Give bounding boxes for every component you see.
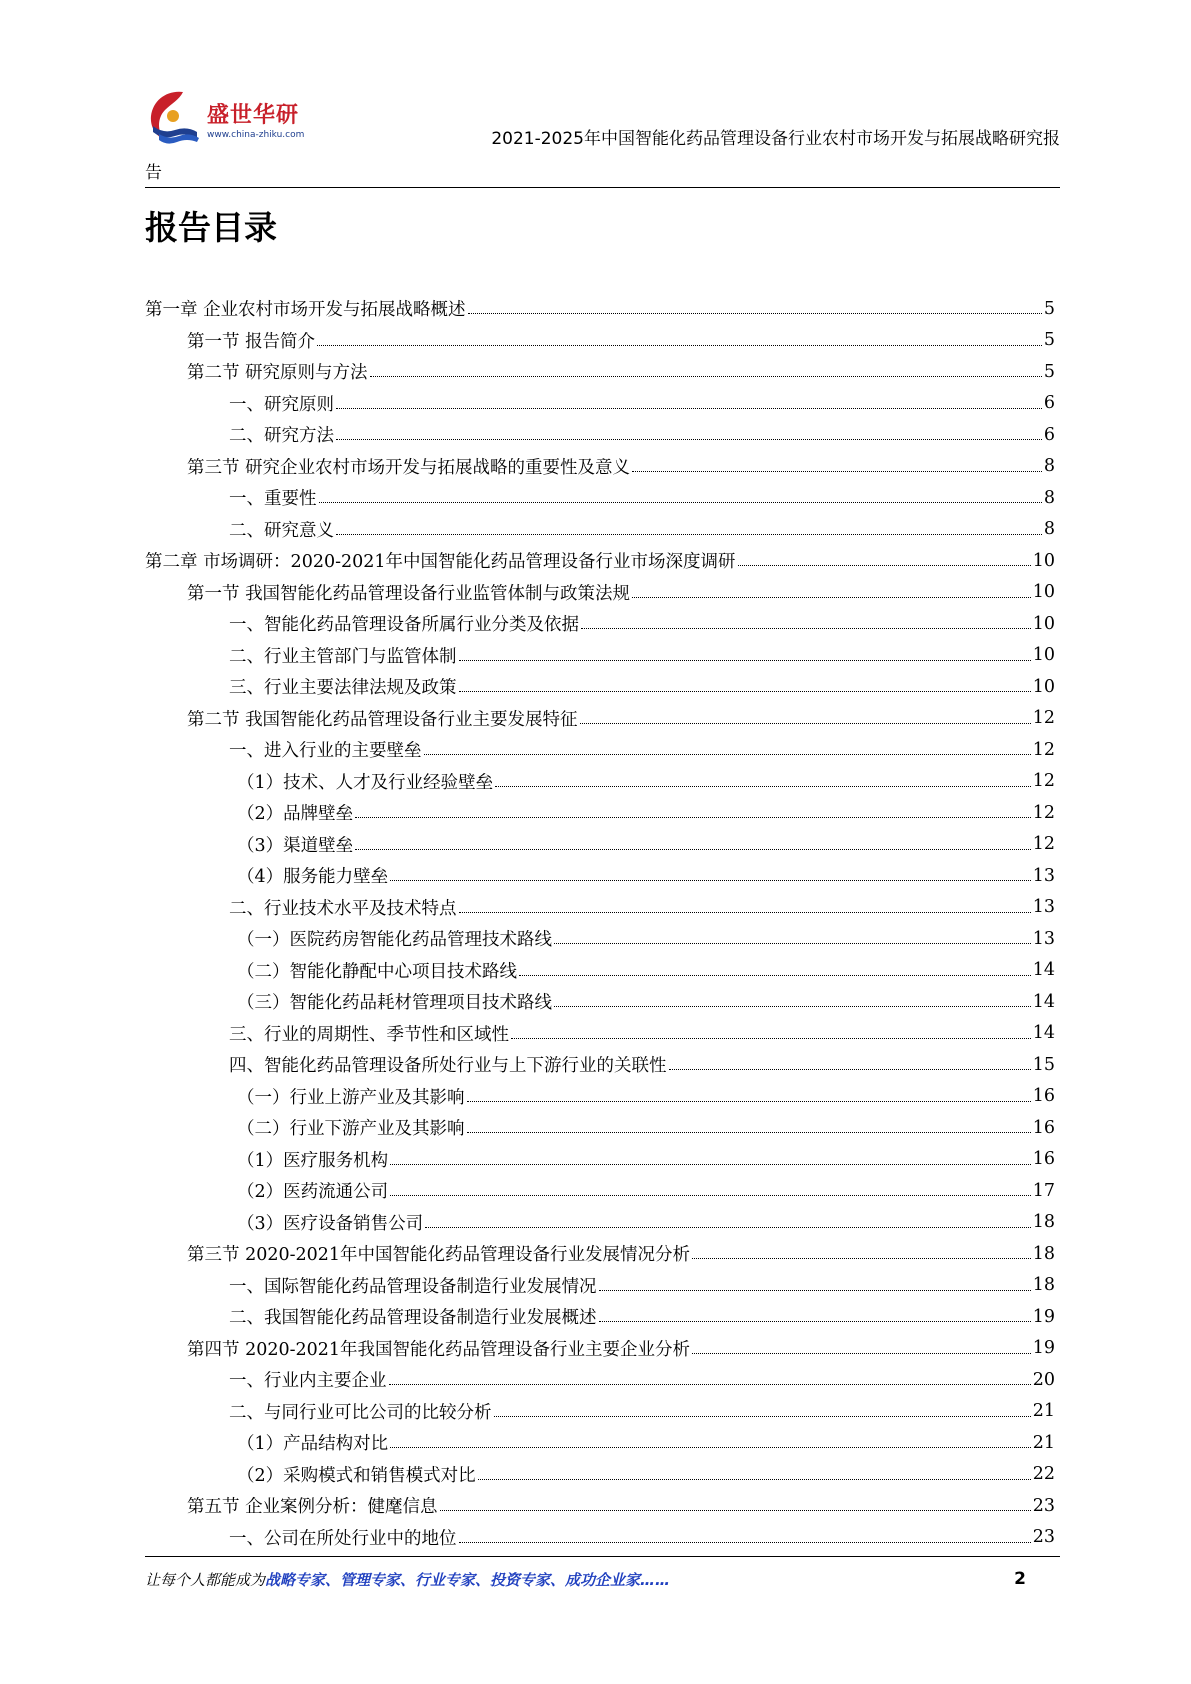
toc-entry[interactable] [145,1049,1055,1081]
page-number: 2 [1014,1569,1026,1589]
toc-entry-page: 21 [1032,1401,1055,1422]
toc-entry-title: 一、重要性 [229,489,317,510]
toc-entry[interactable] [145,734,1055,766]
toc-entry[interactable] [145,577,1055,609]
toc-entry[interactable] [145,860,1055,892]
toc-entry-title: （2）采购模式和销售模式对比 [237,1465,476,1486]
toc-entry[interactable] [145,545,1055,577]
company-logo [145,84,325,154]
toc-entry-page: 8 [1043,487,1055,508]
toc-entry-title: 三、行业主要法律法规及政策 [229,678,457,699]
toc-entry-title: 四、智能化药品管理设备所处行业与上下游行业的关联性 [229,1056,667,1077]
report-title-line1: 2021-2025年中国智能化药品管理设备行业农村市场开发与拓展战略研究报 [491,129,1060,149]
toc-entry-title: 第五节 企业案例分析：健麾信息 [187,1497,438,1518]
toc-entry-title: 一、公司在所处行业中的地位 [229,1528,457,1549]
toc-leader-dots [554,1006,1031,1007]
toc-leader-dots [554,943,1031,944]
toc-entry-page: 23 [1032,1527,1055,1548]
toc-entry-title: （1）医疗服务机构 [237,1150,389,1171]
toc-entry-title: 二、行业主管部门与监管体制 [229,646,457,667]
toc-entry-title: （1）技术、人才及行业经验壁垒 [237,772,494,793]
toc-leader-dots [390,1447,1031,1448]
toc-leader-dots [317,345,1042,346]
toc-entry-page: 18 [1032,1212,1055,1233]
toc-entry-title: （2）医药流通公司 [237,1182,389,1203]
toc-entry-page: 21 [1032,1432,1055,1453]
toc-leader-dots [390,1164,1031,1165]
toc-entry-page: 5 [1043,361,1055,382]
footer-slogan-prefix: 让每个人都能成为 [145,1571,266,1589]
toc-leader-dots [495,786,1031,787]
toc-entry-title: 一、行业内主要企业 [229,1371,387,1392]
toc-entry-title: 第三节 研究企业农村市场开发与拓展战略的重要性及意义 [187,457,631,478]
toc-entry[interactable] [145,419,1055,451]
toc-entry-title: 二、与同行业可比公司的比较分析 [229,1402,492,1423]
toc-leader-dots [692,1353,1031,1354]
toc-entry-title: （3）医疗设备销售公司 [237,1213,424,1234]
toc-leader-dots [511,1038,1031,1039]
toc-entry-title: 一、研究原则 [229,394,334,415]
toc-entry-page: 18 [1032,1275,1055,1296]
toc-entry-page: 8 [1043,519,1055,540]
toc-leader-dots [459,912,1031,913]
toc-entry-page: 14 [1032,960,1055,981]
toc-entry[interactable] [145,923,1055,955]
toc-entry-page: 12 [1032,771,1055,792]
toc-leader-dots [389,1384,1031,1385]
toc-entry-page: 5 [1043,330,1055,351]
toc-entry-page: 10 [1032,676,1055,697]
toc-entry-title: 第二节 我国智能化药品管理设备行业主要发展特征 [187,709,578,730]
toc-leader-dots [336,534,1042,535]
header-divider [145,187,1060,188]
toc-entry[interactable] [145,1238,1055,1270]
toc-leader-dots [370,376,1042,377]
toc-entry[interactable] [145,1364,1055,1396]
toc-entry[interactable] [145,293,1055,325]
toc-entry[interactable] [145,640,1055,672]
toc-entry[interactable] [145,608,1055,640]
toc-entry-title: 二、研究方法 [229,426,334,447]
toc-entry[interactable] [145,797,1055,829]
toc-entry-page: 14 [1032,991,1055,1012]
toc-leader-dots [390,880,1031,881]
toc-entry-title: （二）行业下游产业及其影响 [237,1119,465,1140]
toc-entry-title: 第一章 企业农村市场开发与拓展战略概述 [145,300,466,321]
toc-leader-dots [336,439,1042,440]
toc-entry[interactable] [145,1144,1055,1176]
logo-text: 盛世华研 [207,103,300,128]
toc-leader-dots [459,660,1031,661]
toc-entry-page: 12 [1032,708,1055,729]
toc-leader-dots [467,1101,1031,1102]
toc-entry-title: （4）服务能力壁垒 [237,867,389,888]
toc-leader-dots [425,1227,1031,1228]
toc-entry[interactable] [145,829,1055,861]
toc-entry-page: 13 [1032,865,1055,886]
toc-entry[interactable] [145,955,1055,987]
toc-entry[interactable] [145,1301,1055,1333]
toc-entry-title: 第三节 2020-2021年中国智能化药品管理设备行业发展情况分析 [187,1245,691,1266]
toc-entry-page: 12 [1032,802,1055,823]
toc-entry[interactable] [145,1018,1055,1050]
toc-entry[interactable] [145,1081,1055,1113]
toc-entry-page: 16 [1032,1086,1055,1107]
toc-entry-title: 第四节 2020-2021年我国智能化药品管理设备行业主要企业分析 [187,1339,691,1360]
toc-entry-page: 13 [1032,897,1055,918]
toc-entry-title: 第一节 我国智能化药品管理设备行业监管体制与政策法规 [187,583,631,604]
toc-entry-page: 10 [1032,550,1055,571]
toc-entry[interactable] [145,1459,1055,1491]
toc-entry-page: 22 [1032,1464,1055,1485]
toc-leader-dots [632,597,1031,598]
toc-entry-page: 10 [1032,613,1055,634]
toc-entry-page: 8 [1043,456,1055,477]
toc-leader-dots [632,471,1042,472]
toc-entry[interactable] [145,1207,1055,1239]
toc-entry[interactable] [145,451,1055,483]
toc-leader-dots [478,1479,1031,1480]
logo-mark-icon [145,86,205,148]
toc-entry-page: 18 [1032,1243,1055,1264]
toc-entry-page: 17 [1032,1180,1055,1201]
toc-entry-page: 16 [1032,1117,1055,1138]
footer-slogan-highlight: 战略专家、管理专家、行业专家、投资专家、成功企业家…… [265,1571,671,1589]
toc-leader-dots [738,565,1031,566]
toc-leader-dots [467,1132,1031,1133]
page-footer [145,1569,1060,1595]
toc-leader-dots [355,817,1031,818]
toc-leader-dots [669,1069,1031,1070]
toc-leader-dots [519,975,1031,976]
toc-entry[interactable] [145,1333,1055,1365]
toc-entry-page: 12 [1032,834,1055,855]
toc-entry[interactable] [145,1112,1055,1144]
toc-entry[interactable] [145,1522,1055,1554]
toc-entry-title: 二、研究意义 [229,520,334,541]
toc-entry-page: 13 [1032,928,1055,949]
toc-entry-title: 二、行业技术水平及技术特点 [229,898,457,919]
toc-entry[interactable] [145,703,1055,735]
toc-entry-title: 一、智能化药品管理设备所属行业分类及依据 [229,615,579,636]
toc-leader-dots [355,849,1031,850]
toc-leader-dots [599,1321,1031,1322]
toc-entry[interactable] [145,766,1055,798]
toc-entry-title: 一、国际智能化药品管理设备制造行业发展情况 [229,1276,597,1297]
logo-url: www.china-zhiku.com [207,130,305,140]
toc-entry[interactable] [145,986,1055,1018]
toc-entry-page: 5 [1043,298,1055,319]
toc-leader-dots [692,1258,1031,1259]
toc-entry[interactable] [145,1427,1055,1459]
toc-leader-dots [581,628,1031,629]
page-title: 报告目录 [145,208,277,247]
toc-entry-page: 15 [1032,1054,1055,1075]
toc-leader-dots [319,502,1042,503]
toc-entry-title: 第二章 市场调研：2020-2021年中国智能化药品管理设备行业市场深度调研 [145,552,736,573]
toc-entry-title: （一）医院药房智能化药品管理技术路线 [237,930,552,951]
toc-entry[interactable] [145,325,1055,357]
toc-leader-dots [336,408,1042,409]
toc-entry-page: 19 [1032,1306,1055,1327]
toc-leader-dots [459,691,1031,692]
toc-entry-page: 10 [1032,645,1055,666]
toc-entry-title: （一）行业上游产业及其影响 [237,1087,465,1108]
toc-entry[interactable] [145,356,1055,388]
toc-entry-title: 第二节 研究原则与方法 [187,363,368,384]
page-header [145,84,1060,192]
toc-entry[interactable] [145,482,1055,514]
toc-entry-page: 20 [1032,1369,1055,1390]
toc-entry-title: 三、行业的周期性、季节性和区域性 [229,1024,509,1045]
toc-entry-title: （二）智能化静配中心项目技术路线 [237,961,517,982]
footer-divider [145,1556,1060,1557]
table-of-contents [145,293,1055,1553]
toc-leader-dots [599,1290,1031,1291]
toc-leader-dots [424,754,1031,755]
toc-entry[interactable] [145,671,1055,703]
toc-entry-title: 第一节 报告简介 [187,331,316,352]
toc-leader-dots [468,313,1042,314]
toc-entry-title: 一、进入行业的主要壁垒 [229,741,422,762]
toc-entry-page: 12 [1032,739,1055,760]
toc-entry-title: （2）品牌壁垒 [237,804,354,825]
toc-entry-page: 23 [1032,1495,1055,1516]
toc-entry-page: 16 [1032,1149,1055,1170]
toc-leader-dots [459,1542,1031,1543]
toc-entry-title: （三）智能化药品耗材管理项目技术路线 [237,993,552,1014]
toc-entry[interactable] [145,1490,1055,1522]
toc-entry[interactable] [145,1270,1055,1302]
toc-entry-page: 14 [1032,1023,1055,1044]
toc-leader-dots [494,1416,1031,1417]
toc-entry-title: 二、我国智能化药品管理设备制造行业发展概述 [229,1308,597,1329]
toc-entry-page: 6 [1043,393,1055,414]
report-title-line2: 告 [145,163,162,183]
toc-entry[interactable] [145,514,1055,546]
toc-leader-dots [580,723,1031,724]
toc-leader-dots [390,1195,1031,1196]
toc-entry[interactable] [145,1175,1055,1207]
toc-entry-page: 6 [1043,424,1055,445]
toc-entry-page: 10 [1032,582,1055,603]
toc-entry[interactable] [145,892,1055,924]
toc-entry-title: （3）渠道壁垒 [237,835,354,856]
toc-entry[interactable] [145,388,1055,420]
toc-leader-dots [440,1510,1031,1511]
toc-entry-title: （1）产品结构对比 [237,1434,389,1455]
toc-entry[interactable] [145,1396,1055,1428]
toc-entry-page: 19 [1032,1338,1055,1359]
